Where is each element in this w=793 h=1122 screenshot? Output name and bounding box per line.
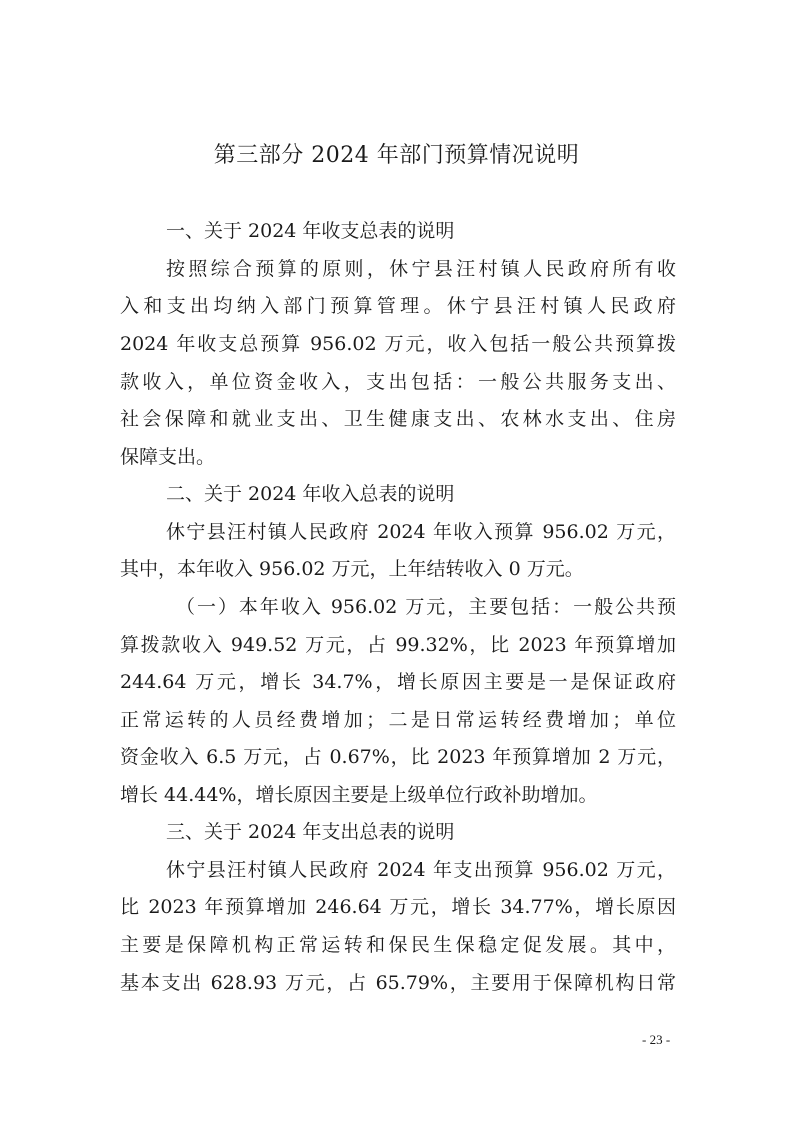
section-heading-1: 一、关于 2024 年收支总表的说明 [166,220,455,242]
page-number: - 23 - [642,1032,671,1047]
paragraph-line: 休宁县汪村镇人民政府 2024 年支出预算 956.02 万元， [166,859,676,881]
page-title: 第三部分 2024 年部门预算情况说明 [213,143,580,168]
paragraph-line: 增长 44.44%，增长原因主要是上级单位行政补助增加。 [120,784,598,806]
paragraph-line: 按照综合预算的原则，休宁县汪村镇人民政府所有收 [166,258,676,280]
paragraph-line: 正常运转的人员经费增加；二是日常运转经费增加；单位 [120,709,676,731]
paragraph-line: 比 2023 年预算增加 246.64 万元，增长 34.77%，增长原因 [120,896,676,918]
paragraph-line: 2024 年收支总预算 956.02 万元，收入包括一般公共预算拨 [120,333,676,355]
paragraph-line: 其中，本年收入 956.02 万元，上年结转收入 0 万元。 [120,558,584,580]
paragraph-line: 244.64 万元，增长 34.7%，增长原因主要是一是保证政府 [120,671,676,693]
paragraph-line: 社会保障和就业支出、卫生健康支出、农林水支出、住房 [120,408,676,430]
paragraph-line: 款收入，单位资金收入，支出包括：一般公共服务支出、 [120,371,676,393]
paragraph-line: 算拨款收入 949.52 万元，占 99.32%，比 2023 年预算增加 [120,634,676,656]
section-heading-3: 三、关于 2024 年支出总表的说明 [166,821,455,843]
paragraph-line: 资金收入 6.5 万元，占 0.67%，比 2023 年预算增加 2 万元， [120,746,676,768]
paragraph-line: 主要是保障机构正常运转和保民生保稳定促发展。其中， [120,934,676,956]
paragraph-line: 休宁县汪村镇人民政府 2024 年收入预算 956.02 万元， [166,521,676,543]
paragraph-line: （一）本年收入 956.02 万元，主要包括：一般公共预 [176,596,676,618]
section-heading-2: 二、关于 2024 年收入总表的说明 [166,483,455,505]
paragraph-line: 保障支出。 [120,446,216,468]
paragraph-line: 入和支出均纳入部门预算管理。休宁县汪村镇人民政府 [120,295,676,317]
paragraph-line: 基本支出 628.93 万元，占 65.79%，主要用于保障机构日常 [120,972,676,994]
